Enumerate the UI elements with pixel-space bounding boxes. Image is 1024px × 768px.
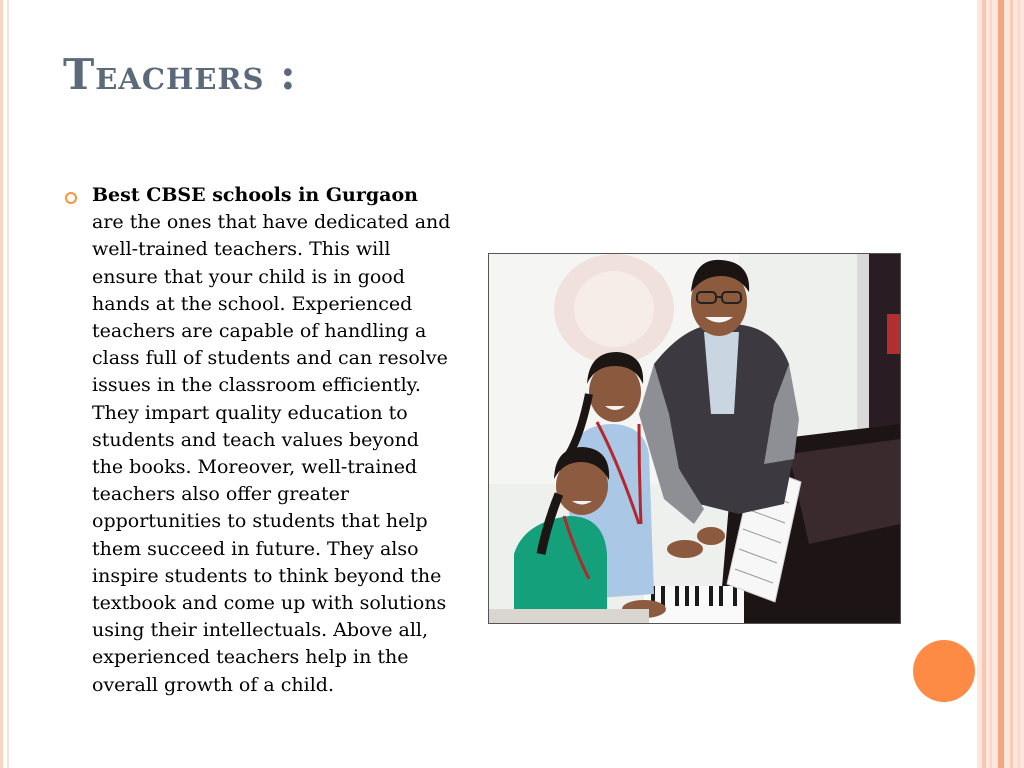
photo-illustration — [489, 254, 900, 623]
slide-title: Teachers : — [63, 50, 297, 99]
right-band-line — [1010, 0, 1013, 768]
teacher-students-photo — [488, 253, 901, 624]
orange-accent-dot — [913, 640, 975, 702]
left-border-stripe — [0, 0, 3, 768]
bullet-circle-icon — [65, 192, 77, 204]
bullet-paragraph — [92, 182, 454, 699]
left-border-stripe-inner — [7, 0, 9, 768]
right-band-line — [990, 0, 992, 768]
right-band-line — [982, 0, 986, 768]
right-band-line — [1018, 0, 1020, 768]
right-band-line — [998, 0, 1004, 768]
bullet-body-text: are the ones that have dedicated and well-trained teachers. This will ensure that your child is in good hands at the school. Experienced teachers are capable of handling a class full of students and can resolve issues in the classroom efficiently. They impart quality education to students and teach values beyond the books. Moreover, well-trained teachers also offer greater opportunities to students that help them succeed in future. They also inspire students to think beyond the textbook and come up with solutions using their intellectuals. Above all, experienced teachers help in the overall growth of a child. — [92, 211, 451, 696]
bullet-bold-phrase: Best CBSE schools in Gurgaon — [92, 184, 418, 206]
